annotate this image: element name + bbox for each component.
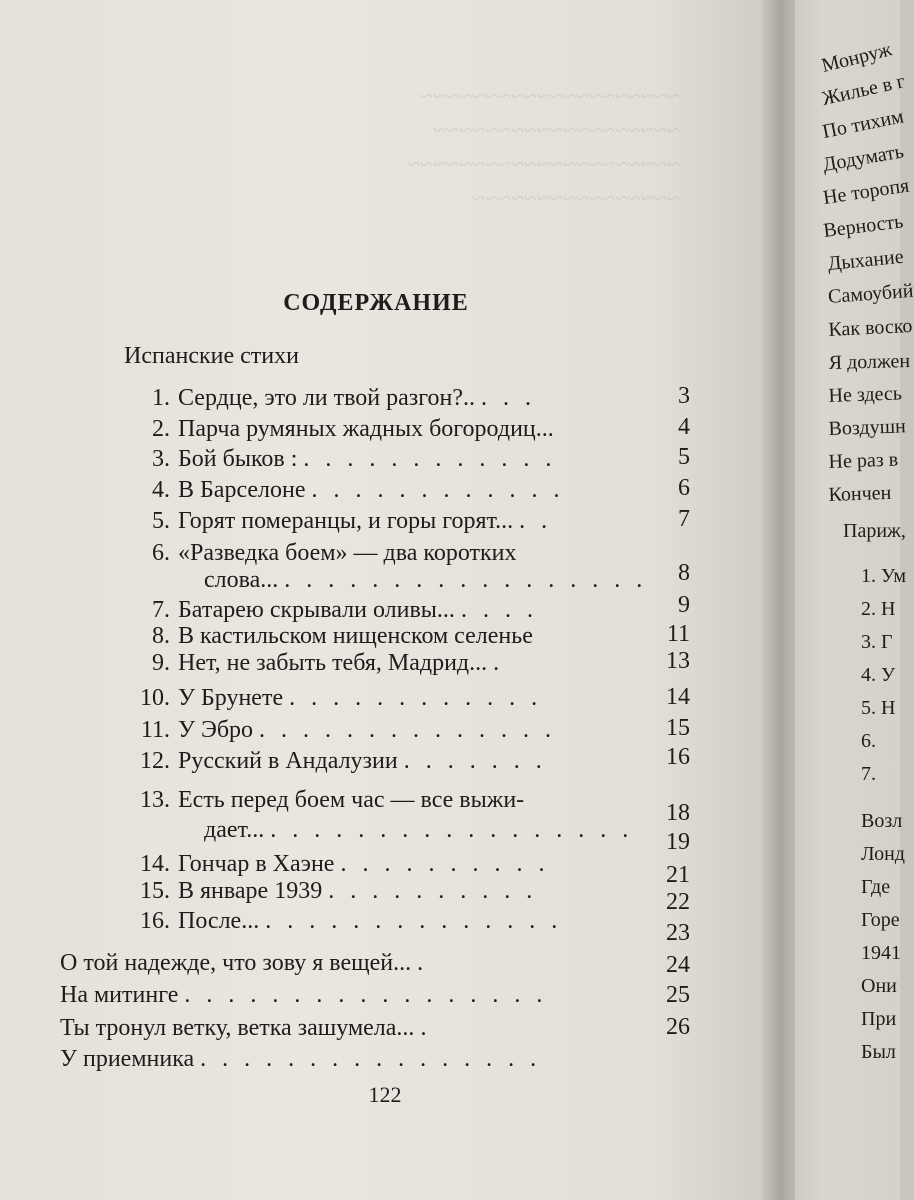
- toc-entry: [204, 815, 633, 845]
- toc-entry: [132, 414, 554, 444]
- toc-entry-number: 6.: [152, 540, 170, 566]
- toc-entry-title: У Брунете: [178, 685, 284, 711]
- right-page-line: Лонд: [861, 843, 905, 865]
- toc-leader-dots: . . . .: [460, 597, 538, 623]
- toc-entry-number: 13.: [140, 787, 170, 813]
- toc-page-number: 6: [678, 475, 690, 501]
- toc-entry: [132, 849, 549, 879]
- toc-page-number: 22: [666, 889, 690, 915]
- toc-entry-title: Парча румяных жадных богородиц...: [178, 416, 554, 442]
- toc-leader-dots: . . . . . . . . . . . . . . . .: [200, 1046, 542, 1072]
- toc-entry-title: В январе 1939: [178, 878, 323, 904]
- toc-entry-title: Сердце, это ли твой разгон?..: [178, 385, 476, 411]
- toc-entry: [132, 383, 536, 413]
- toc-entry-number: 7.: [152, 597, 170, 623]
- section-title: Испанские стихи: [124, 343, 299, 369]
- right-page-line: Не раз в: [828, 448, 899, 474]
- toc-entry-title: Есть перед боем час — все выжи-: [178, 787, 525, 813]
- toc-entry-title: Горят померанцы, и горы горят...: [178, 508, 514, 534]
- toc-page-number: 14: [666, 684, 690, 710]
- toc-entry-number: 8.: [152, 623, 170, 649]
- toc-entry-number: 10.: [140, 685, 170, 711]
- right-page-list-item: 6.: [861, 730, 876, 752]
- toc-page-number: 3: [678, 383, 690, 409]
- toc-entry-number: 2.: [152, 416, 170, 442]
- toc-entry-number: 9.: [152, 650, 170, 676]
- right-page-line: Монруж: [819, 38, 894, 78]
- toc-page-number: 15: [666, 715, 690, 741]
- toc-leader-dots: .: [493, 650, 505, 676]
- contents-title: СОДЕРЖАНИЕ: [283, 290, 469, 316]
- toc-entry: [132, 785, 524, 815]
- toc-leader-dots: . . . . . . . . . . . . . . . . .: [270, 817, 634, 843]
- right-page-list-item: 1. Ум: [861, 565, 907, 587]
- toc-page-number: 18: [666, 800, 690, 826]
- toc-entry-title: слова...: [204, 567, 279, 593]
- toc-entry: [204, 565, 647, 595]
- toc-leader-dots: . . . . . . . . . . . . . . . . .: [284, 567, 648, 593]
- right-page-line: Как воско: [827, 314, 913, 342]
- toc-entry: [60, 1044, 541, 1074]
- toc-leader-dots: . . . . . . . . . . . .: [303, 446, 557, 472]
- toc-leader-dots: . . . . . . . . . . . . . .: [265, 908, 563, 934]
- toc-entry-number: 1.: [152, 385, 170, 411]
- page-number: 122: [368, 1082, 402, 1107]
- right-page-line: Они: [861, 975, 897, 997]
- toc-entry: [132, 506, 552, 536]
- toc-entry-number: 14.: [140, 851, 170, 877]
- toc-entry: [132, 538, 517, 568]
- toc-entry-title: После...: [178, 908, 260, 934]
- toc-page-number: 9: [678, 592, 690, 618]
- right-page-line: Кончен: [828, 481, 892, 507]
- toc-entry-number: 3.: [152, 446, 170, 472]
- toc-entry-number: 15.: [140, 878, 170, 904]
- right-page-list-item: 7.: [861, 763, 876, 785]
- toc-entry-title: В Барселоне: [178, 477, 306, 503]
- bleed-through-text: ~~~~~~~~~~~~~~~~~~~~ ~~~~~~~~~~~~~~~~~~~ ~~~~~~~~~~~~~~~~~~~~~ ~~~~~~~~~~~~~~~~: [407, 84, 680, 212]
- right-page-line: Жилье в г: [819, 70, 908, 111]
- right-page-line: Я должен: [828, 350, 911, 375]
- right-page: [795, 0, 914, 1200]
- toc-entry: [132, 715, 556, 745]
- right-page-list-item: 2. Н: [861, 598, 896, 620]
- toc-page-number: 16: [666, 744, 690, 770]
- toc-page-number: 7: [678, 506, 690, 532]
- toc-page-number: 19: [666, 829, 690, 855]
- right-page-line: 1941: [861, 942, 901, 964]
- right-page-line: Возл: [861, 810, 903, 832]
- toc-leader-dots: . . . . . . . . . . . . . . . . .: [184, 982, 548, 1008]
- toc-entry-title: Ты тронул ветку, ветка зашумела...: [60, 1015, 415, 1041]
- toc-leader-dots: .: [420, 1015, 432, 1041]
- toc-entry-number: 4.: [152, 477, 170, 503]
- toc-entry-title: дает...: [204, 817, 265, 843]
- toc-entry: [60, 980, 547, 1010]
- toc-entry: [60, 948, 428, 978]
- toc-entry: [132, 683, 542, 713]
- right-page-line: Додумать: [821, 140, 906, 177]
- toc-entry-number: 12.: [140, 748, 170, 774]
- toc-leader-dots: . .: [519, 508, 553, 534]
- toc-page-number: 24: [666, 952, 690, 978]
- toc-entry-number: 11.: [140, 717, 170, 743]
- toc-entry: [60, 1013, 431, 1043]
- toc-entry-number: 16.: [140, 908, 170, 934]
- toc-page-number: 13: [666, 648, 690, 674]
- toc-page-number: 21: [666, 862, 690, 888]
- toc-entry-title: У Эбро: [178, 717, 254, 743]
- right-page-list-item: 3. Г: [861, 631, 893, 653]
- toc-entry-title: Бой быков :: [178, 446, 298, 472]
- right-page-line: Был: [861, 1041, 896, 1063]
- toc-page-number: 8: [678, 560, 690, 586]
- right-page-list-item: 4. У: [861, 664, 896, 686]
- right-page-line: При: [861, 1008, 897, 1030]
- toc-entry-title: «Разведка боем» — два коротких: [178, 540, 517, 566]
- toc-entry-title: Нет, не забыть тебя, Мадрид...: [178, 650, 488, 676]
- toc-leader-dots: .: [417, 950, 429, 976]
- toc-entry-title: У приемника: [60, 1046, 195, 1072]
- toc-entry-title: О той надежде, что зову я вещей...: [60, 950, 412, 976]
- right-page-line: Где: [861, 876, 891, 898]
- toc-entry: [132, 746, 547, 776]
- toc-leader-dots: . . . . . . .: [403, 748, 547, 774]
- toc-entry: [132, 876, 537, 906]
- right-page-line: Не здесь: [828, 382, 903, 408]
- toc-entry-title: Русский в Андалузии: [178, 748, 398, 774]
- toc-leader-dots: . . . . . . . . . . . .: [289, 685, 543, 711]
- right-page-line: Воздушн: [828, 415, 907, 441]
- toc-page-number: 23: [666, 920, 690, 946]
- right-page-line: Горе: [861, 909, 900, 931]
- toc-page-number: 4: [678, 414, 690, 440]
- toc-page-number: 11: [666, 621, 690, 647]
- toc-page-number: 25: [666, 982, 690, 1008]
- right-page-list-item: 5. Н: [861, 697, 896, 719]
- toc-entry-title: На митинге: [60, 982, 179, 1008]
- toc-entry: [132, 648, 504, 678]
- toc-leader-dots: . . . . . . . . . .: [340, 851, 550, 877]
- right-page-line: Самоубий: [827, 279, 914, 309]
- toc-entry-title: Гончар в Хаэне: [178, 851, 335, 877]
- toc-page-number: 5: [678, 444, 690, 470]
- toc-entry-title: Батарею скрывали оливы...: [178, 597, 455, 623]
- toc-leader-dots: . . .: [481, 385, 537, 411]
- toc-entry-title: В кастильском нищенском селенье: [178, 623, 533, 649]
- toc-entry: [132, 475, 565, 505]
- toc-leader-dots: . . . . . . . . . . . .: [311, 477, 565, 503]
- right-page-line: Верность: [822, 210, 905, 243]
- toc-entry: [132, 621, 533, 651]
- toc-leader-dots: . . . . . . . . . . . . . .: [259, 717, 557, 743]
- toc-entry: [132, 906, 562, 936]
- right-page-line: Дыхание: [826, 245, 905, 276]
- right-page-line: Не торопя: [821, 174, 911, 210]
- toc-entry: [132, 444, 556, 474]
- right-page-line: По тихим: [820, 105, 906, 144]
- toc-entry-number: 5.: [152, 508, 170, 534]
- right-section: Париж,: [843, 520, 906, 542]
- toc-leader-dots: . . . . . . . . . .: [328, 878, 538, 904]
- toc-page-number: 26: [666, 1014, 690, 1040]
